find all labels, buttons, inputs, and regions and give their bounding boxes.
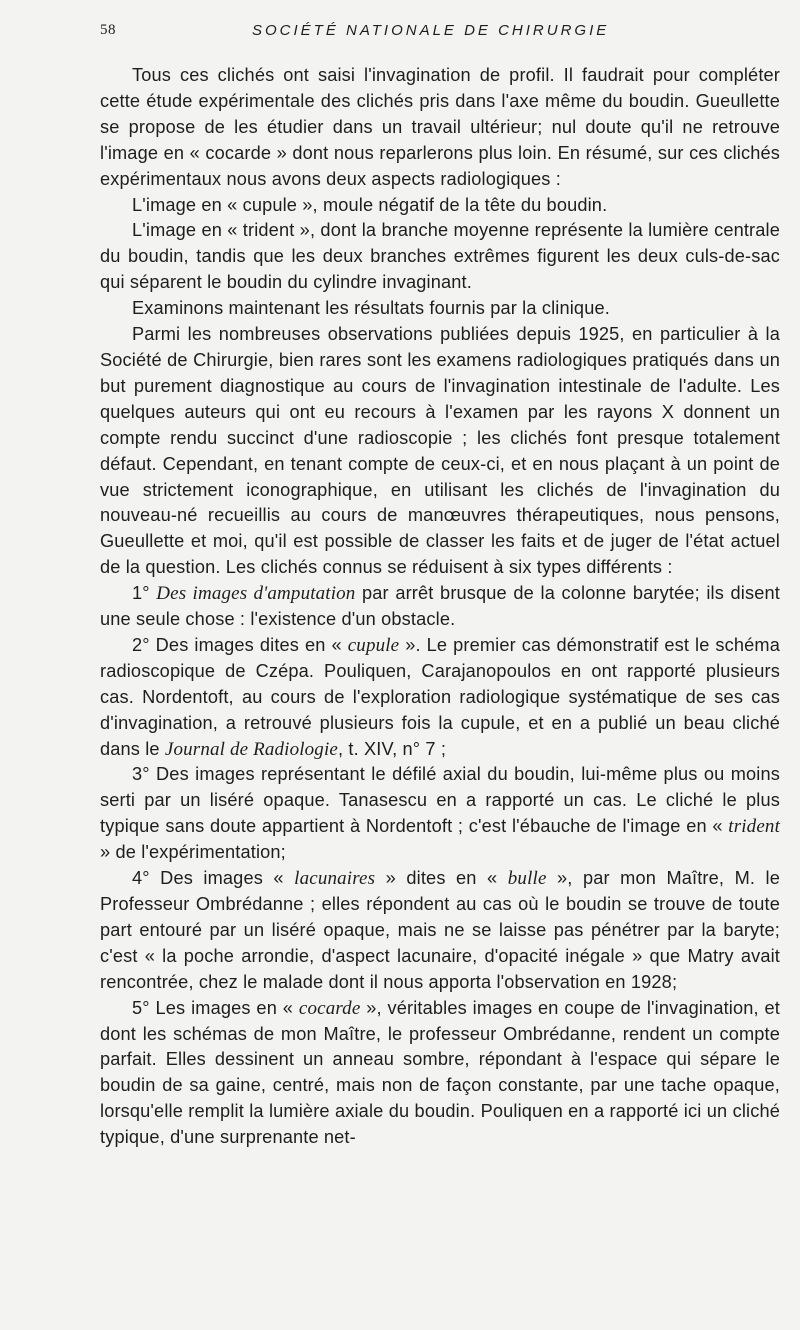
paragraph-experimental-summary: Tous ces clichés ont saisi l'invagination de profil. Il faudrait pour compléter cette étude expérimentale des clichés pris dans l'axe même du boudin. Gueullette se propose de les étudier dans un travail ultérieur; nul doute qu'il ne retrouve l'image en « cocarde » dont nous reparlerons plus loin. En résumé, sur ces clichés expérimentaux nous avons deux aspects radiologiques : — [100, 65, 780, 189]
type-4-text-b: » dites en « — [375, 868, 508, 889]
type-4-italic-lacunaires: lacunaires — [294, 868, 376, 890]
paragraph-type-5-cocarde — [100, 996, 780, 1151]
paragraph-type-2-cupule — [100, 633, 780, 763]
type-4-text-c: », par mon Maître, M. le Professeur Ombrédanne ; elles répondent au cas où le boudin se trouve de toute part entouré par un liséré opaque, mais ne se laisse pas pénétrer par la baryte; c'est « la poche arrondie, d'aspect lacunaire, d'opacité inégale » que Matry avait rencontrée, chez le malade dont il nous apporta l'observation en 1928; — [100, 868, 781, 992]
type-4-text-a: 4° Des images « — [132, 868, 295, 889]
type-3-italic-trident: trident — [728, 816, 780, 838]
paragraph-type-4-lacunaires — [100, 866, 780, 996]
paragraph-trident-image: L'image en « trident », dont la branche moyenne représente la lumière centrale du boudin, tandis que les deux branches extrêmes figurent les deux culs-de-sac qui séparent le boudin du cylindre invaginant. — [100, 220, 780, 293]
body-text — [100, 63, 780, 1151]
type-5-text-b: », véritables images en coupe de l'invagination, et dont les schémas de mon Maître, le professeur Ombrédanne, rendent un compte parfait. Elles dessinent un anneau sombre, répondant à l'espace qui sépare le boudin de sa gaine, centré, mais non de façon constante, par une tache opaque, lorsqu'elle remplit la lumière axiale du boudin. Pouliquen en a rapporté ici un cliché typique, d'une surprenante net- — [100, 997, 780, 1148]
type-4-italic-bulle: bulle — [507, 868, 547, 890]
type-2-text-b: ». Le premier cas démonstratif est le schéma radioscopique de Czépa. Pouliquen, Carajanopoulos en ont rapporté plusieurs cas. Nordentoft, au cours de l'exploration radiologique systématique de ses cas d'invagination, a retrouvé plusieurs fois la cupule, et en a publié un beau cliché dans le — [100, 634, 780, 759]
paragraph-type-3-axial — [100, 762, 780, 866]
type-5-text-a: 5° Les images en « — [132, 997, 299, 1018]
type-1-text: par arrêt brusque de la colonne barytée; ils disent une seule chose : l'existence d'un obstacle. — [100, 583, 780, 630]
type-5-italic-cocarde: cocarde — [298, 997, 361, 1019]
type-3-text-a: 3° Des images représentant le défilé axial du boudin, lui-même plus ou moins serti par un liséré opaque. Tanasescu en a rapporté un cas. Le cliché le plus typique sans doute appartient à Nordentoft ; c'est l'ébauche de l'image en « — [100, 764, 780, 837]
page-number: 58 — [100, 22, 116, 38]
type-3-text-b: » de l'expérimentation; — [100, 842, 286, 863]
type-2-italic-cupule: cupule — [347, 634, 400, 656]
paragraph-clinical-results-intro: Examinons maintenant les résultats fournis par la clinique. — [132, 298, 610, 319]
type-1-italic-term: Des images d'amputation — [156, 583, 356, 605]
page-header — [100, 22, 790, 42]
paragraph-type-1-amputation — [100, 581, 780, 633]
running-title: SOCIÉTÉ NATIONALE DE CHIRURGIE — [252, 22, 610, 39]
paragraph-clinical-observations: Parmi les nombreuses observations publiées depuis 1925, en particulier à la Société de Chirurgie, bien rares sont les examens radiologiques pratiqués dans un but purement diagnostique au cours de l'invagination intestinale de l'adulte. Les quelques auteurs qui ont eu recours à l'examen par les rayons X donnent un compte rendu succinct d'une radioscopie ; les clichés font presque totalement défaut. Cependant, en tenant compte de ceux-ci, et en nous plaçant à un point de vue strictement iconographique, en utilisant les clichés de l'invagination du nouveau-né recueillis au cours de manœuvres thérapeutiques, nous pensons, Gueullette et moi, qu'il est possible de classer les faits et de juger de l'état actuel de la question. Les clichés connus se réduisent à six types différents : — [100, 324, 780, 578]
paragraph-cupule-image: L'image en « cupule », moule négatif de la tête du boudin. — [132, 194, 608, 215]
type-2-italic-journal: Journal de Radiologie — [164, 738, 338, 760]
type-2-text-c: , t. XIV, n° 7 ; — [337, 738, 447, 759]
type-1-number: 1° — [132, 583, 157, 604]
type-2-text-a: 2° Des images dites en « — [132, 634, 348, 655]
